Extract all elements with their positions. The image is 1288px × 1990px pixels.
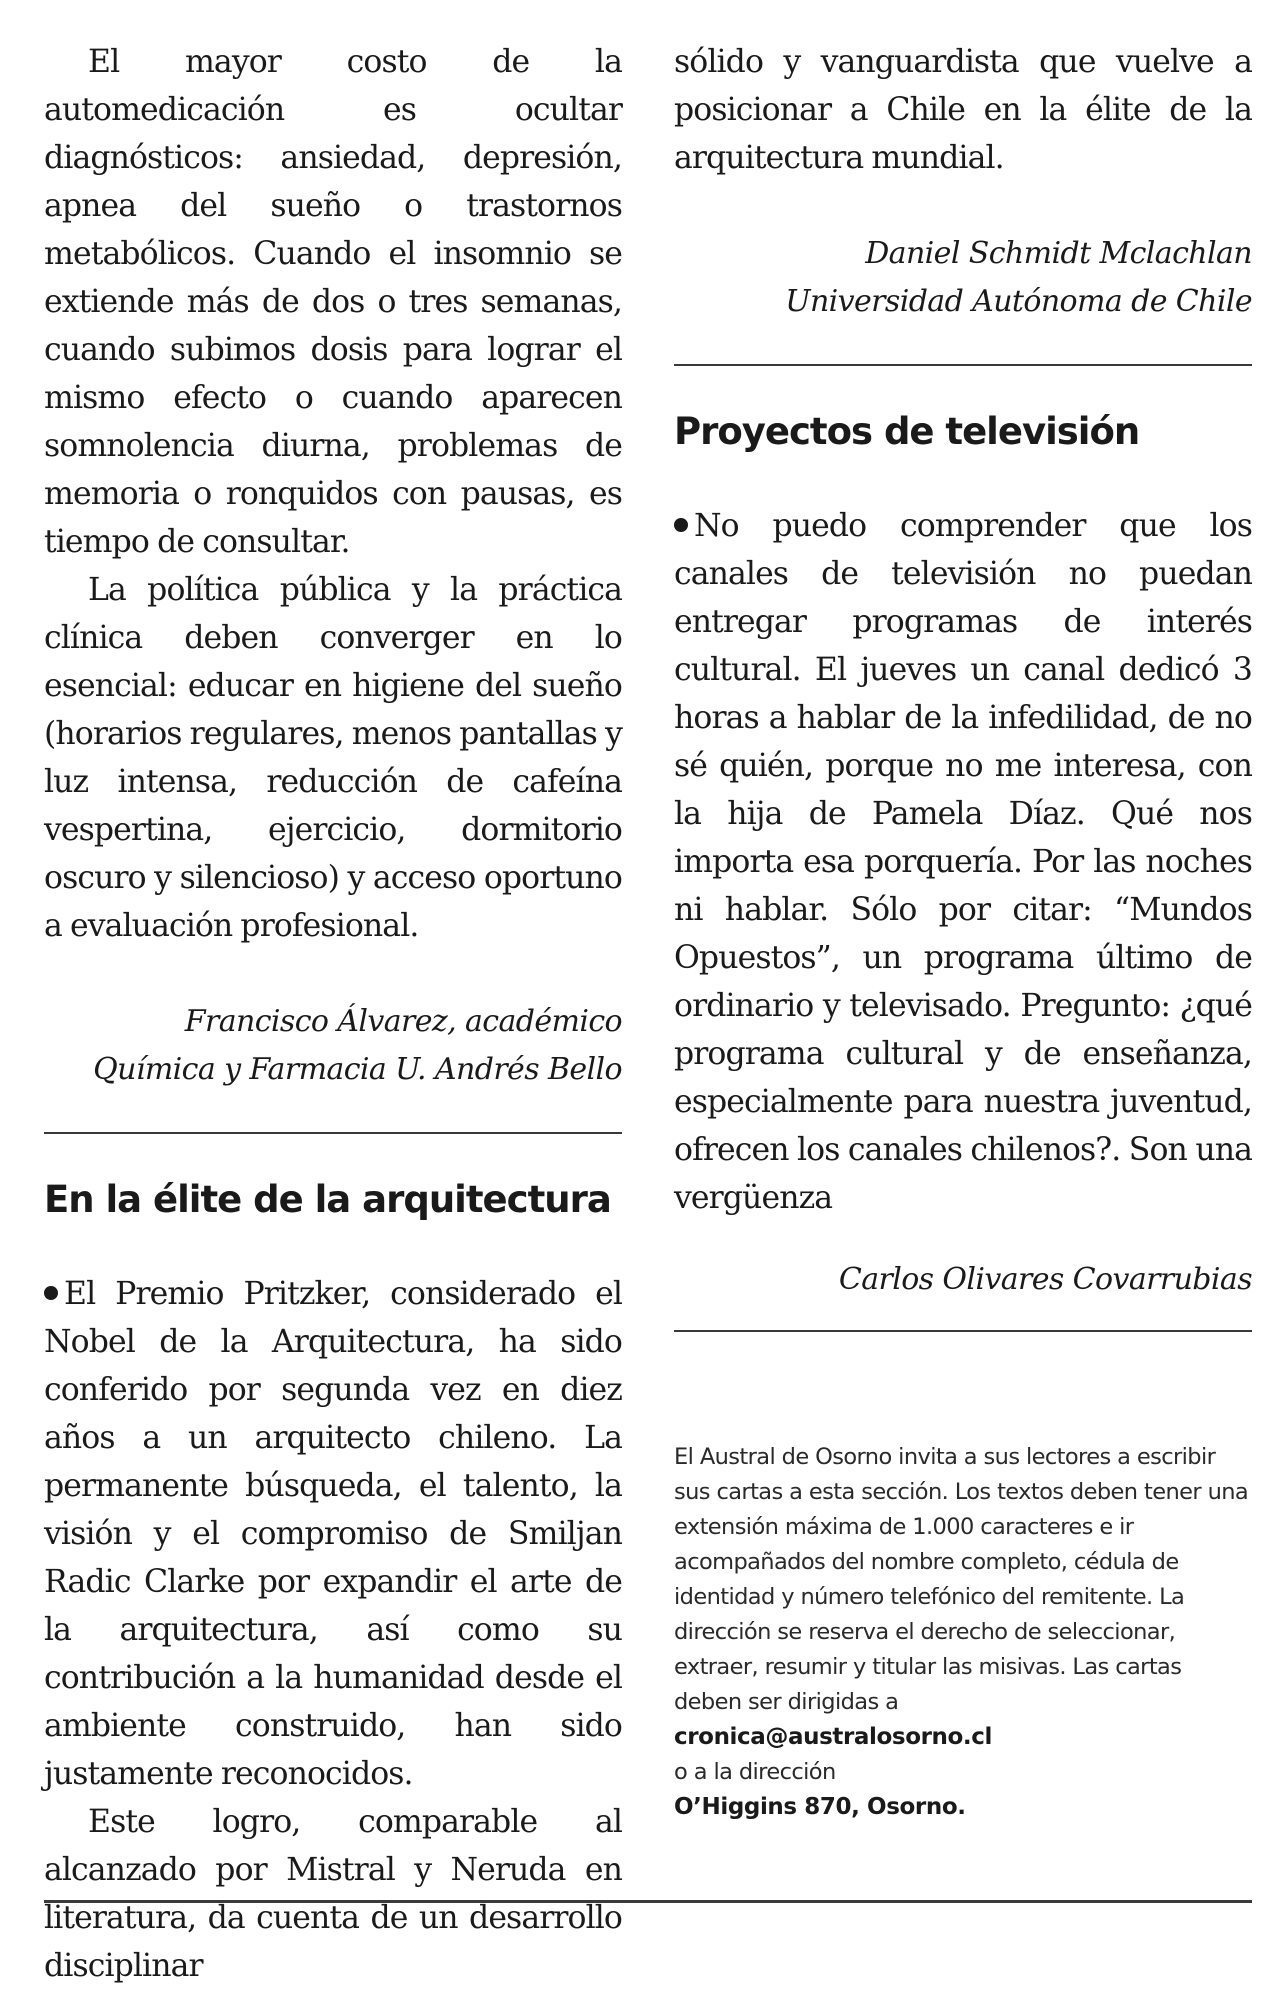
editorial-note-text: El Austral de Osorno invita a sus lectores a escribir sus cartas a esta sección. Los textos deben tener una extensión máxima de 1.000 caracteres e ir acompañados del nombre completo, cédula de identidad y número telefónico del remitente. La dirección se reserva el derecho de seleccionar, extraer, resumir y titular las misivas. Las cartas deben ser dirigidas a xyxy=(674,1444,1249,1715)
letter1-signature-affiliation: Química y Farmacia U. Andrés Bello xyxy=(93,1052,622,1087)
letter1-signature-name: Francisco Álvarez, académico xyxy=(184,1004,622,1039)
letter3-headline: Proyectos de televisión xyxy=(674,410,1140,453)
letter2-paragraph: El Premio Pritzker, considerado el Nobel de la Arquitectura, ha sido conferido por segunda vez en diez años a un arquitecto chileno. La permanente búsqueda, el talento, la visión y el compromiso de Smiljan Radic Clarke por expandir el arte de la arquitectura, así como su contribución a la humanidad desde el ambiente construido, han sido justamente reconocidos. xyxy=(44,1276,622,1792)
page-bottom-rule xyxy=(44,1900,1252,1903)
editorial-address: O’Higgins 870, Osorno. xyxy=(674,1794,966,1820)
letter3-signature: Carlos Olivares Covarrubias xyxy=(838,1262,1252,1297)
letter1-paragraph: El mayor costo de la automedicación es ocultar diagnósticos: ansiedad, depresión, apnea del sueño o trastornos metabólicos. Cuando el insomnio se extiende más de dos o tres semanas, cuando subimos dosis para lograr el mismo efecto o cuando aparecen somnolencia diurna, problemas de memoria o ronquidos con pausas, es tiempo de consultar. xyxy=(44,44,622,560)
letter1-paragraph: La política pública y la práctica clínica deben converger en lo esencial: educar en higiene del sueño (horarios regulares, menos pantallas y luz intensa, reducción de cafeína vespertina, ejercicio, dormitorio oscuro y silencioso) y acceso oportuno a evaluación profesional. xyxy=(44,572,622,944)
editorial-note xyxy=(674,1440,1252,1825)
right-column xyxy=(674,38,1252,1825)
editorial-email: cronica@australosorno.cl xyxy=(674,1724,992,1750)
letter2-signature-name: Daniel Schmidt Mclachlan xyxy=(865,236,1252,271)
bullet-icon xyxy=(674,518,688,532)
letter2-headline: En la élite de la arquitectura xyxy=(44,1178,611,1221)
bullet-icon xyxy=(44,1286,58,1300)
letter2-paragraph: Este logro, comparable al alcanzado por Mistral y Neruda en literatura, da cuenta de un desarrollo disciplinar xyxy=(44,1804,622,1984)
letter3-body: No puedo comprender que los canales de televisión no puedan entregar programas de interés cultural. El jueves un canal dedicó 3 horas a hablar de la infedilidad, de no sé quién, porque no me interesa, con la hija de Pamela Díaz. Qué nos importa esa porquería. Por las noches ni hablar. Sólo por citar: “Mundos Opuestos”, un programa último de ordinario y televisado. Pregunto: ¿qué programa cultural y de enseñanza, especialmente para nuestra juventud, ofrecen los canales chilenos?. Son una vergüenza xyxy=(674,508,1252,1216)
left-column xyxy=(44,38,622,1990)
letter2-continuation: sólido y vanguardista que vuelve a posicionar a Chile en la élite de la arquitectura mundial. xyxy=(674,44,1252,176)
editorial-address-intro: o a la dirección xyxy=(674,1759,836,1785)
letter2-signature-affiliation: Universidad Autónoma de Chile xyxy=(785,284,1252,319)
